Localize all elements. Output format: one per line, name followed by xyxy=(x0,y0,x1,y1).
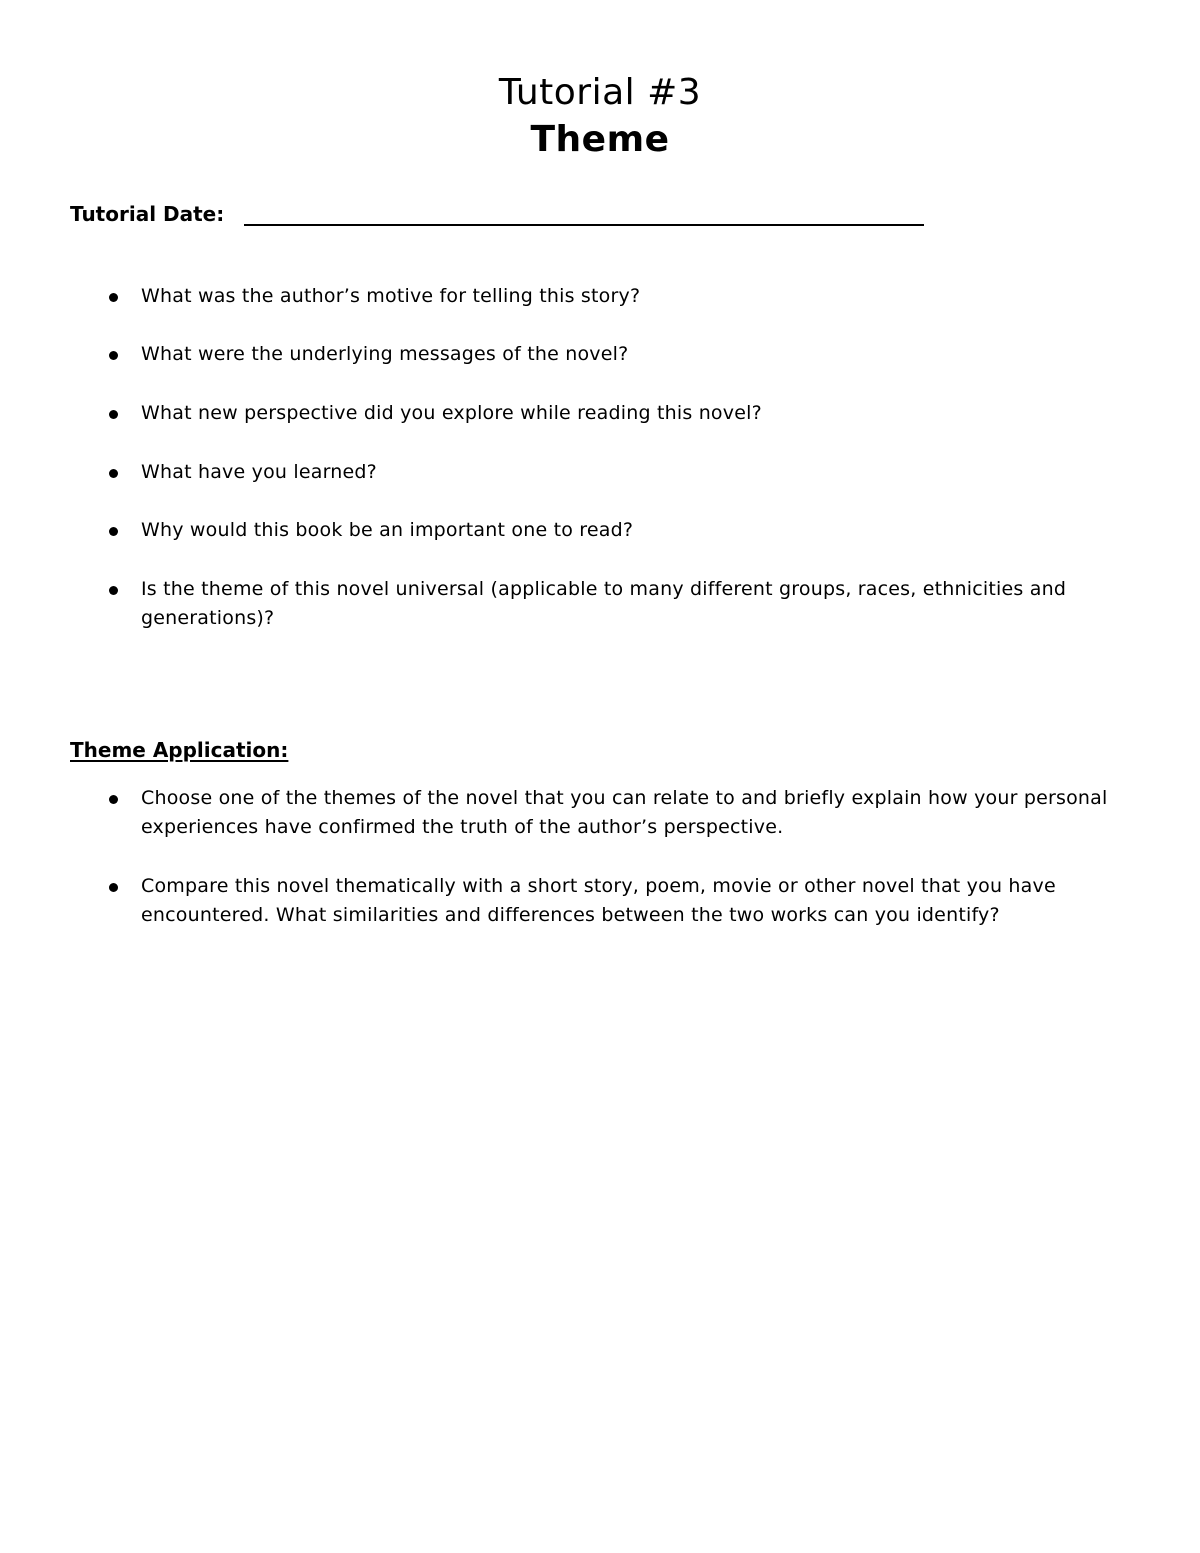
bullet-icon xyxy=(109,351,118,360)
question-text: What were the underlying messages of the novel? xyxy=(141,343,629,365)
bullet-icon xyxy=(109,883,118,892)
tutorial-date-row xyxy=(70,200,930,230)
question-text: Is the theme of this novel universal (applicable to many different groups, races, ethnicities and generations)? xyxy=(141,578,1067,629)
bullet-icon xyxy=(109,795,118,804)
question-text: What have you learned? xyxy=(141,461,377,483)
theme-application-heading: Theme Application: xyxy=(70,738,289,762)
application-text: Compare this novel thematically with a short story, poem, movie or other novel that you have encountered. What similarities and differences between the two works can you identify? xyxy=(141,875,1056,926)
bullet-icon xyxy=(109,293,118,302)
question-text: What new perspective did you explore while reading this novel? xyxy=(141,402,762,424)
document-title: Tutorial #3 xyxy=(498,72,702,113)
application-text: Choose one of the themes of the novel that you can relate to and briefly explain how your personal experiences have confirmed the truth of the author’s perspective. xyxy=(141,787,1108,838)
document-subtitle: Theme xyxy=(530,119,670,160)
bullet-icon xyxy=(109,469,118,478)
bullet-icon xyxy=(109,586,118,595)
bullet-icon xyxy=(109,410,118,419)
tutorial-date-label: Tutorial Date: xyxy=(70,202,225,226)
question-text: Why would this book be an important one to read? xyxy=(141,519,634,541)
bullet-icon xyxy=(109,527,118,536)
tutorial-date-blank-line xyxy=(244,224,924,226)
question-text: What was the author’s motive for telling this story? xyxy=(141,285,641,307)
